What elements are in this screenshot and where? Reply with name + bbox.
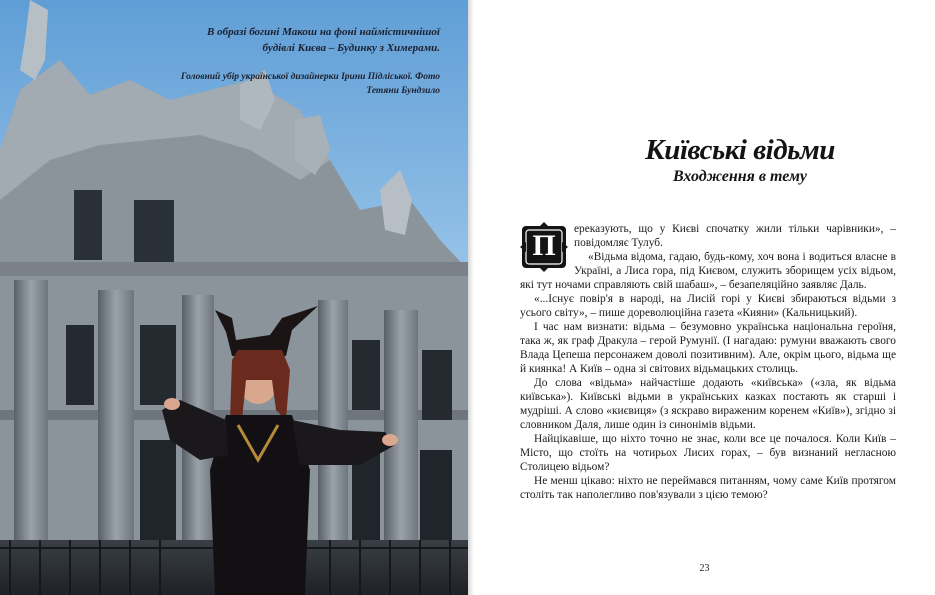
paragraph-3: «...Існує повір'я в народі, на Лисій горі у Києві збираються відьми з усього світу», – пише дореволюційна газета «Кияни» (Кальницький). bbox=[520, 293, 896, 319]
paragraph-5: До слова «відьма» найчастіше додають «київська» («зла, як відьма київська»). Київські відьми в українських казках постають як старші і мудріші. А слово «києвиця» (з яскраво вираженим коренем «Київ»), згідно зі словником Даля, лише один із синонімів відьми. bbox=[520, 377, 896, 431]
photo-caption bbox=[178, 24, 440, 98]
paragraph-6: Найцікавіше, що ніхто точно не знає, коли все це почалося. Коли Київ – Місто, що стоїть на чотирьох Лисих горах, – був визнаний негласною Столицею відьом? bbox=[520, 433, 896, 473]
caption-credits: Головний убір української дизайнерки Ірини Підліської. Фото Тетяни Бундзило bbox=[180, 72, 440, 96]
paragraph-2: «Відьма відома, гадаю, будь-кому, хоч вона і водиться власне в Україні, а Лиса гора, під Києвом, служить зборищем усіх відьом, які тут ночами справляють свій шабаш», – безапеляційно заявляє Даль. bbox=[520, 251, 896, 291]
paragraph-4: І час нам визнати: відьма – безумовно українська національна героїня, така ж, як граф Дракула – герой Румунії. (І нагадаю: румуни вважають свого Влада Цепеша персонажем доволі позитивним). Але, окрім цього, відьма ще й киянка! А Київ – одна зі світових відьмацьких столиць. bbox=[520, 321, 896, 375]
dropcap-ornament bbox=[520, 222, 568, 272]
paragraph-7: Не менш цікаво: ніхто не переймався питанням, чому саме Київ протягом століть так наполегливо пов'язували з цією темою? bbox=[520, 475, 896, 501]
caption-description: В образі богині Макош на фоні наймістичнішої будівлі Києва – Будинку з Химерами. bbox=[207, 26, 440, 54]
dropcap-letter: П bbox=[532, 229, 556, 262]
chapter-body bbox=[520, 222, 896, 502]
paragraph-1 bbox=[520, 222, 896, 262]
chapter-subtitle: Входження в тему bbox=[672, 168, 808, 185]
page-number: 23 bbox=[699, 563, 710, 574]
chapter-title: Київські відьми bbox=[645, 134, 835, 166]
text-page bbox=[474, 0, 935, 595]
paragraph-1-text: ереказують, що у Києві спочатку жили тільки чарівники», – повідомляє Тулуб. bbox=[574, 223, 896, 249]
